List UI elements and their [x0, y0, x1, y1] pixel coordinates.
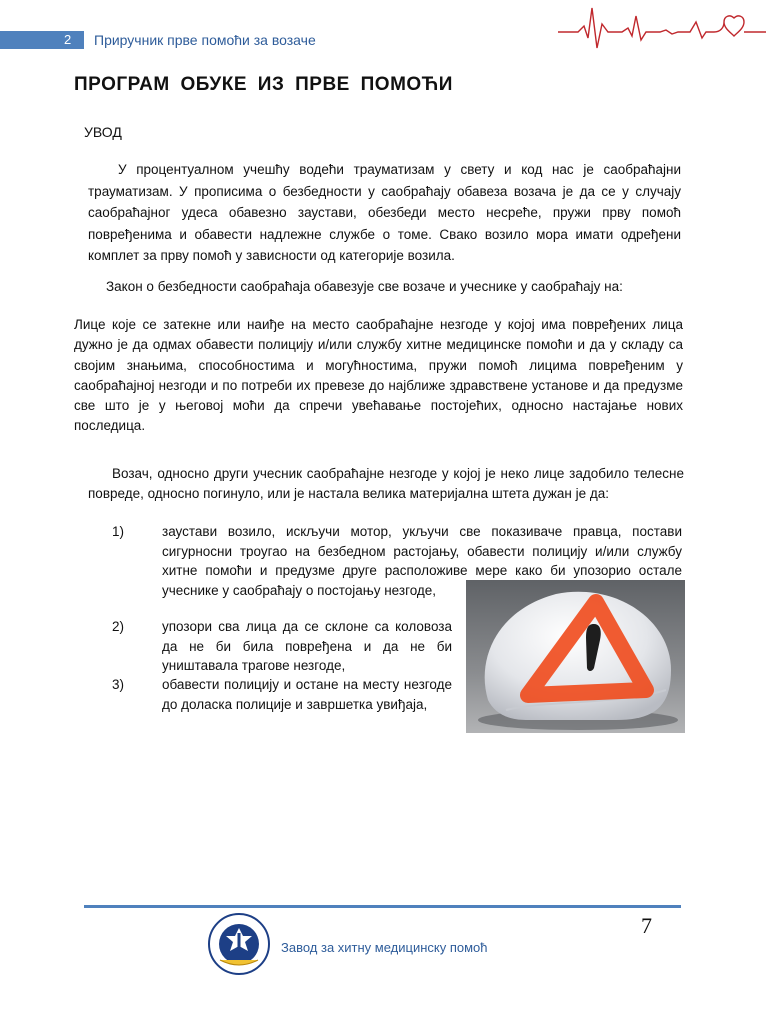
header-title: Приручник прве помоћи за возаче [94, 32, 316, 48]
list-item-number: 1) [112, 524, 125, 539]
emergency-medical-service-seal [204, 912, 274, 976]
page-title: ПРОГРАМ ОБУКЕ ИЗ ПРВЕ ПОМОЋИ [74, 74, 453, 95]
bystander-duty-paragraph: Лице које се затекне или наиђе на место саобраћајне незгоде у којој има повређених лица дужно је да одмах обавести полицију и/или службу хитне медицинске помоћи и да у складу са својим знањима, способностима и могућностима, пружи помоћ лицима повређеним у саобраћајној незгоди и по потреби их превезе до најближе здравствене установе и да предузме све што је у његовој моћи да спречи увећавање постојећих, односно настајање нових последица. [74, 317, 683, 434]
law-paragraph: Закон о безбедности саобраћаја обавезује све возаче и учеснике у саобраћају на: [106, 279, 623, 294]
ekg-heartbeat-heart-icon [556, 4, 768, 54]
helmet-warning-triangle-photo [466, 580, 685, 733]
page-number: 7 [641, 913, 652, 938]
list-item-text: упозори сва лица да се склоне са коловоза да не би била повређена и да не би уништавала трагове незгоде, [162, 619, 452, 673]
list-item-number: 2) [112, 619, 125, 634]
list-item-number: 3) [112, 677, 125, 692]
footer-line [84, 905, 681, 908]
list-item-text: обавести полицију и остане на месту незгоде до доласка полиције и завршетка увиђаја, [162, 677, 452, 712]
section-heading: УВОД [84, 124, 122, 140]
list-item-text: заустави возило, искључи мотор, укључи све показиваче правца, постави сигурносни троугао на безбедном растојању, обавести полицију и/или службу хитне помоћи и предузме друге расположиве мере како би упозорио остале учеснике у саобраћају о постојању незгоде, [162, 524, 682, 598]
intro-paragraph: У процентуалном учешћу водећи трауматизам у свету и код нас је саобраћајни трауматизам. У прописима о безбедности у саобраћају обавеза возача је да се у случају саобраћајног удеса обавезно заустави, обезбеди место несреће, пружи прву помоћ повређенима и обавести надлежне службе о томе. Свако возило мора имати одређени комплет за прву помоћ у зависности од категорије возила. [88, 162, 681, 263]
header-page-number: 2 [64, 32, 72, 47]
header-bar [0, 31, 84, 49]
footer-organization: Завод за хитну медицинску помоћ [281, 940, 488, 955]
driver-duty-paragraph: Возач, односно други учесник саобраћајне незгоде у којој је неко лице задобило телесне повреде, односно погинуло, или је настала велика материјална штета дужан је да: [88, 466, 684, 501]
